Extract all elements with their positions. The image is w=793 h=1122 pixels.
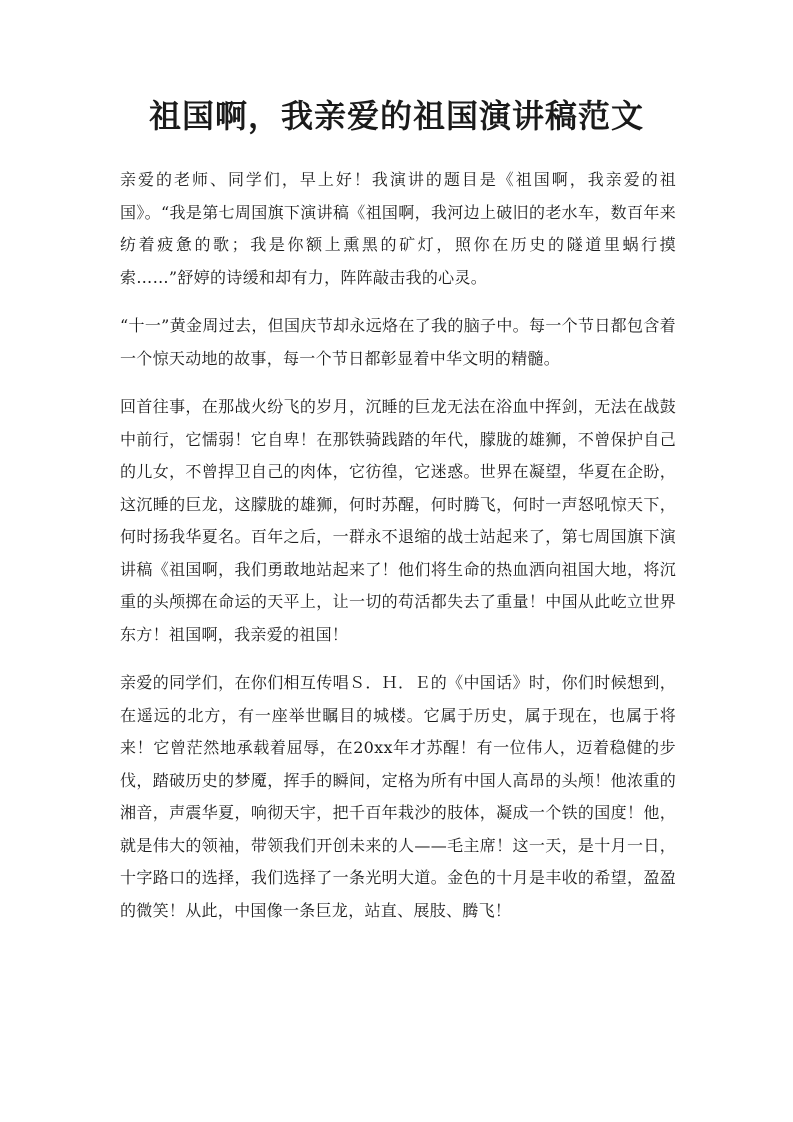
paragraph-greeting: 亲爱的老师、同学们，早上好！我演讲的题目是《祖国啊，我亲爱的祖国》。“我是第七周国旗下演讲稿《祖国啊，我河边上破旧的老水车，数百年来纺着疲惫的歌；我是你额上熏黑的矿灯，照你在历史的隧道里蜗行摸索……”舒婷的诗缓和却有力，阵阵敲击我的心灵。 [120,170,676,287]
paragraph-national-day: “十一”黄金周过去，但国庆节却永远烙在了我的脑子中。每一个节日都包含着一个惊天动地的故事，每一个节日都彰显着中华文明的精髓。 [120,316,676,368]
paragraph-history: 回首往事，在那战火纷飞的岁月，沉睡的巨龙无法在浴血中挥剑，无法在战鼓中前行，它懦弱！它自卑！在那铁骑践踏的年代，朦胧的雄狮，不曾保护自己的儿女，不曾捍卫自己的肉体，它彷徨，它迷惑。世界在凝望，华夏在企盼，这沉睡的巨龙，这朦胧的雄狮，何时苏醒，何时腾飞，何时一声怒吼惊天下，何时扬我华夏名。百年之后，一群永不退缩的战士站起来了，第七周国旗下演讲稿《祖国啊，我们勇敢地站起来了！他们将生命的热血洒向祖国大地，将沉重的头颅掷在命运的天平上，让一切的苟活都失去了重量！中国从此屹立世界东方！祖国啊，我亲爱的祖国！ [120,397,676,644]
document-body [120,164,676,943]
document-title: 祖国啊，我亲爱的祖国演讲稿范文 [148,97,644,135]
paragraph-founding: 亲爱的同学们，在你们相互传唱Ｓ．Ｈ．Ｅ的《中国话》时，你们时候想到，在遥远的北方，有一座举世瞩目的城楼。它属于历史，属于现在，也属于将来！它曾茫然地承载着屈辱，在20xx年才苏醒！有一位伟人，迈着稳健的步伐，踏破历史的梦魇，挥手的瞬间，定格为所有中国人高昂的头颅！他浓重的湘音，声震华夏，响彻天宇，把千百年栽沙的肢体，凝成一个铁的国度！他，就是伟大的领袖，带领我们开创未来的人——毛主席！这一天，是十月一日，十字路口的选择，我们选择了一条光明大道。金色的十月是丰收的希望，盈盈的微笑！从此，中国像一条巨龙，站直、展肢、腾飞！ [120,673,676,920]
